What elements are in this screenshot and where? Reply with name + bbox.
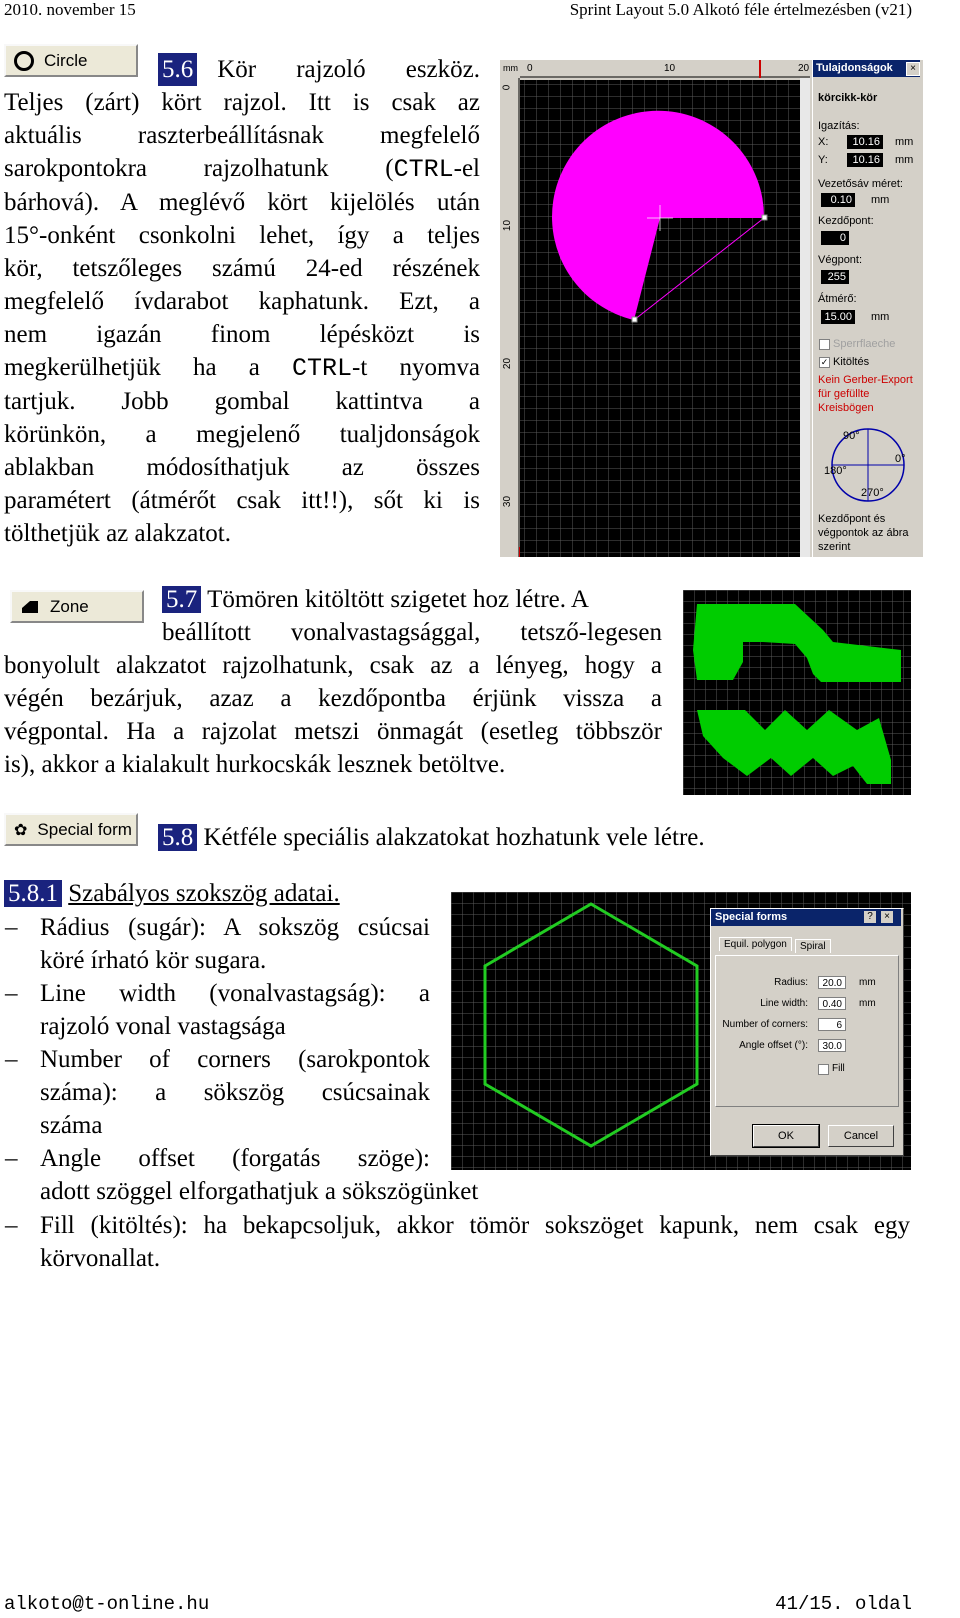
zone-line-3: végpontal. Ha a rajzolat metszi önmagát (esetleg többször bbox=[4, 718, 662, 745]
start-label: Kezdőpont: bbox=[818, 215, 874, 227]
width-label: Vezetősáv méret: bbox=[818, 178, 903, 190]
bullet-1-line-0: Line width (vonalvastagság): a bbox=[40, 980, 430, 1007]
circle-button-label: Circle bbox=[44, 50, 88, 70]
angle-90: 90° bbox=[843, 430, 860, 442]
dialog-help-button[interactable]: ? bbox=[864, 911, 876, 923]
zone-line-0: beállított vonalvastagsággal, tetsző-legesen bbox=[162, 619, 662, 646]
y-field[interactable]: 10.16 bbox=[847, 153, 883, 167]
fill-label: Fill bbox=[832, 1063, 845, 1074]
bullet-dash-0: – bbox=[5, 914, 18, 941]
fill-checkbox[interactable] bbox=[818, 1064, 829, 1075]
special-form-screenshot bbox=[451, 892, 911, 1170]
dial-caption: Kezdőpont és végpontok az ábra szerint bbox=[818, 513, 909, 553]
y-label: Y: bbox=[818, 154, 828, 166]
kitoltes-label: Kitöltés bbox=[833, 356, 870, 368]
bullet-0-line-0: Rádius (sugár): A sokszög csúcsai bbox=[40, 914, 430, 941]
ruler-top-0: 0 bbox=[527, 63, 533, 74]
corners-field[interactable]: 6 bbox=[818, 1018, 846, 1031]
circle-line-2: aktuális raszterbeállításnak megfelelő bbox=[4, 122, 480, 149]
subsection-heading bbox=[4, 877, 340, 910]
bullet-dash-4: – bbox=[5, 1212, 18, 1239]
properties-close-button[interactable]: × bbox=[906, 62, 920, 76]
bullet-3-line-0: Angle offset (forgatás szöge): bbox=[40, 1145, 430, 1172]
special-form-icon: ✿ bbox=[14, 821, 28, 839]
angle-offset-label: Angle offset (°): bbox=[739, 1040, 808, 1051]
ruler-top-20: 20 bbox=[798, 63, 810, 74]
start-field[interactable]: 0 bbox=[821, 231, 849, 245]
circle-line-5: 15°-onként csonkolni lehet, így a teljes bbox=[4, 222, 480, 249]
angle-0: 0° bbox=[895, 453, 906, 465]
special-form-button-label: Special form bbox=[37, 819, 132, 839]
circle-line-6: kör, tetszőleges számú 24-ed részének bbox=[4, 255, 480, 282]
zone-line-1: bonyolult alakzatot rajzolhatunk, csak az a lényeg, hogy a bbox=[4, 652, 662, 679]
y-unit: mm bbox=[895, 154, 914, 166]
special-heading-line bbox=[158, 821, 705, 854]
gerber-warning: Kein Gerber-Export für gefüllte Kreisbögen bbox=[818, 374, 913, 414]
ruler-unit: mm bbox=[503, 63, 518, 73]
section-number-5-7: 5.7 bbox=[162, 586, 201, 613]
bullet-3-line-1: adott szöggel elforgathatjuk a sökszögünket bbox=[40, 1178, 479, 1205]
zone-paragraph bbox=[4, 649, 662, 781]
bullet-4-line-1: körvonallat. bbox=[40, 1245, 161, 1272]
footer-page: 41/15. oldal bbox=[775, 1593, 912, 1615]
dialog-title: Special forms bbox=[715, 911, 788, 923]
circle-line-3: sarokpontokra rajzolhatunk (CTRL-el bbox=[4, 155, 480, 184]
tab-spiral[interactable]: Spiral bbox=[795, 939, 831, 953]
circle-line-0: Kör rajzoló eszköz. bbox=[217, 56, 480, 83]
bullet-0-line-1: köré írható kör sugara. bbox=[40, 947, 267, 974]
diam-field[interactable]: 15.00 bbox=[821, 310, 855, 324]
zone-screenshot bbox=[683, 590, 911, 795]
special-form-tool-button[interactable] bbox=[4, 813, 138, 846]
bullet-dash-1: – bbox=[5, 980, 18, 1007]
properties-title: Tulajdonságok bbox=[813, 60, 920, 77]
subsection-title: Szabályos szokszög adatai. bbox=[68, 880, 340, 907]
circle-paragraph bbox=[4, 86, 480, 550]
zone-tool-button[interactable] bbox=[10, 590, 144, 623]
circle-line-12: ablakban módosíthatjuk az összes bbox=[4, 454, 480, 481]
zone-line-4: is), akkor a kialakult hurkocskák lesznek betöltve. bbox=[4, 751, 506, 778]
special-text: Kétféle speciális alakzatokat hozhatunk vele létre. bbox=[203, 824, 705, 851]
angle-offset-field[interactable]: 30.0 bbox=[818, 1039, 846, 1052]
angle-270: 270° bbox=[861, 487, 884, 499]
ruler-top-10: 10 bbox=[664, 63, 676, 74]
circle-screenshot bbox=[500, 60, 923, 557]
circle-tool-button[interactable] bbox=[4, 44, 138, 77]
line-width-field[interactable]: 0.40 bbox=[818, 997, 846, 1010]
properties-panel bbox=[812, 60, 923, 557]
x-unit: mm bbox=[895, 136, 914, 148]
circle-line-13: paramétert (átmérőt csak itt!!), sőt ki is bbox=[4, 487, 480, 514]
properties-subtitle: körcikk-kör bbox=[818, 92, 878, 104]
bullet-dash-2: – bbox=[5, 1046, 18, 1073]
circle-line-8: nem igazán finom lépésközt is bbox=[4, 321, 480, 348]
line-width-unit: mm bbox=[859, 998, 876, 1009]
circle-line-14: tölthetjük az alakzatot. bbox=[4, 520, 231, 547]
circle-line-11: körünkön, a megjelenő tualjdonságok bbox=[4, 421, 480, 448]
section-number-5-8-1: 5.8.1 bbox=[4, 880, 62, 907]
bullet-dash-3: – bbox=[5, 1145, 18, 1172]
header-title: Sprint Layout 5.0 Alkotó féle értelmezésben (v21) bbox=[569, 0, 912, 19]
diam-unit: mm bbox=[871, 311, 890, 323]
ruler-left-0: 0 bbox=[501, 84, 513, 91]
width-field[interactable]: 0.10 bbox=[821, 193, 855, 207]
circle-line-4: bárhová). A meglévő kört kijelölés után bbox=[4, 189, 480, 216]
diam-label: Átmérő: bbox=[818, 293, 857, 305]
bullet-1-line-1: rajzoló vonal vastagsága bbox=[40, 1013, 286, 1040]
end-label: Végpont: bbox=[818, 254, 863, 266]
ruler-left-30: 30 bbox=[502, 495, 514, 508]
radius-unit: mm bbox=[859, 977, 876, 988]
radius-field[interactable]: 20.0 bbox=[818, 976, 846, 989]
bullet-2-line-0: Number of corners (sarokpontok bbox=[40, 1046, 430, 1073]
end-field[interactable]: 255 bbox=[821, 270, 849, 284]
section-number-5-6: 5.6 bbox=[158, 53, 197, 86]
header-date: 2010. november 15 bbox=[4, 0, 136, 19]
bullet-2-line-1: száma): a sökszög csúcsainak bbox=[40, 1079, 430, 1106]
corners-label: Number of corners: bbox=[722, 1019, 808, 1030]
x-label: X: bbox=[818, 136, 829, 148]
ruler-left-10: 10 bbox=[502, 219, 514, 232]
radius-label: Radius: bbox=[774, 977, 808, 988]
igazitas-label: Igazítás: bbox=[818, 120, 860, 132]
bullet-4-line-0: Fill (kitöltés): ha bekapcsoljuk, akkor tömör sokszöget kapunk, nem csak egy bbox=[40, 1212, 910, 1239]
circle-line-9: megkerülhetjük ha a CTRL-t nyomva bbox=[4, 354, 480, 383]
circle-line-7: megfelelő ívdarabot kaphatunk. Ezt, a bbox=[4, 288, 480, 315]
ok-button[interactable]: OK bbox=[753, 1125, 819, 1147]
circle-line-10: tartjuk. Jobb gombal kattintva a bbox=[4, 388, 480, 415]
circle-icon bbox=[14, 51, 34, 71]
zone-heading-line bbox=[162, 583, 662, 616]
zone-icon bbox=[20, 600, 40, 614]
dialog-close-button[interactable]: × bbox=[881, 911, 893, 923]
tab-equil-polygon[interactable]: Equil. polygon bbox=[719, 937, 792, 951]
circle-heading-line bbox=[158, 53, 480, 86]
cancel-button[interactable]: Cancel bbox=[828, 1125, 894, 1147]
bullet-2-line-2: száma bbox=[40, 1112, 103, 1139]
sperr-checkbox[interactable] bbox=[819, 339, 830, 350]
circle-line-1: Teljes (zárt) kört rajzol. Itt is csak az bbox=[4, 89, 480, 116]
width-unit: mm bbox=[871, 194, 890, 206]
zone-first-line: Tömören kitöltött szigetet hoz létre. A bbox=[207, 586, 589, 613]
section-number-5-8: 5.8 bbox=[158, 824, 197, 851]
x-field[interactable]: 10.16 bbox=[847, 135, 883, 149]
zone-line-2: végén bezárjuk, azaz a kezdőpontba érjünk vissza a bbox=[4, 685, 662, 712]
ruler-left-20: 20 bbox=[502, 357, 514, 370]
zone-button-label: Zone bbox=[50, 596, 89, 616]
angle-180: 180° bbox=[824, 465, 847, 477]
special-forms-dialog bbox=[710, 908, 904, 1156]
sperr-label: Sperrflaeche bbox=[833, 338, 896, 350]
footer-email: alkoto@t-online.hu bbox=[4, 1593, 210, 1615]
line-width-label: Line width: bbox=[760, 998, 808, 1009]
kitoltes-checkbox[interactable]: ✓ bbox=[820, 357, 829, 367]
